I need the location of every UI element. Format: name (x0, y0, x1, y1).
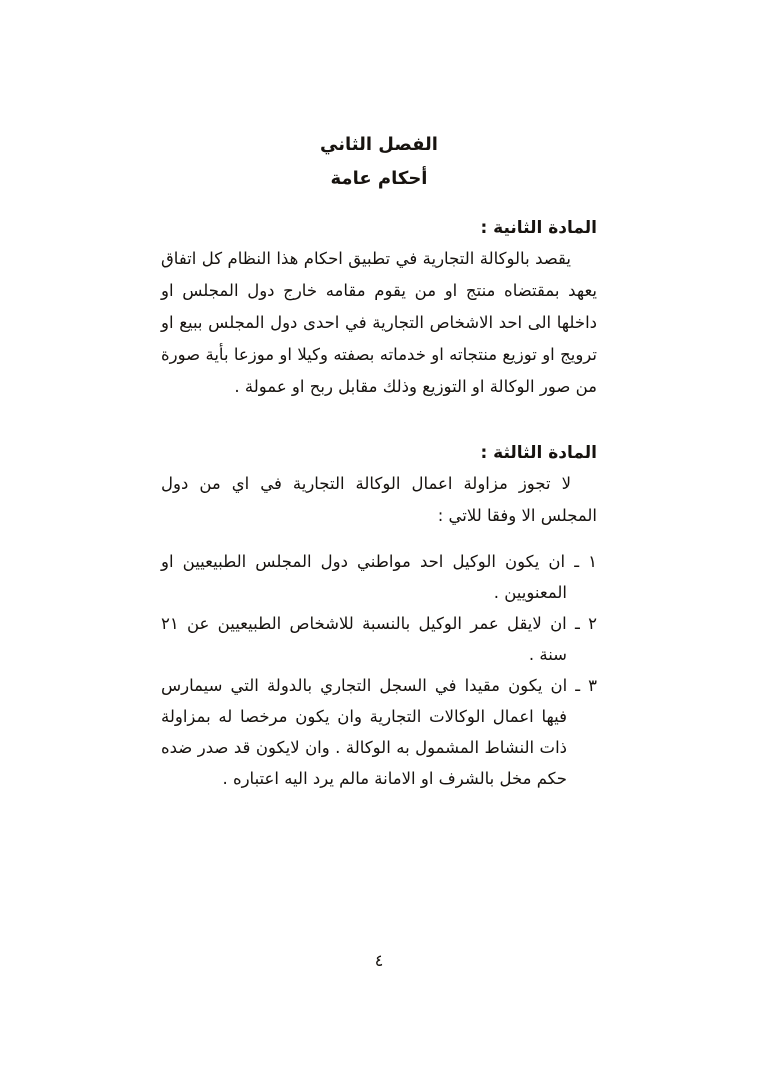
article-3-item-3: ٣ ـ ان يكون مقيدا في السجل التجاري بالدولة التي سيمارس فيها اعمال الوكالات التجارية وان يكون مرخصا له بمزاولة ذات النشاط المشمول به الوكالة . وان لايكون قد صدر ضده حكم مخل بالشرف او الامانة مالم يرد اليه اعتباره . (161, 676, 597, 788)
article-3-item-1: ١ ـ ان يكون الوكيل احد مواطني دول المجلس الطبيعيين او المعنويين . (161, 552, 597, 602)
article-3-item-2: ٢ ـ ان لايقل عمر الوكيل بالنسبة للاشخاص الطبيعيين عن ٢١ سنة . (161, 614, 597, 664)
page-number: ٤ (374, 951, 384, 970)
article-3-intro: لا تجوز مزاولة اعمال الوكالة التجارية في اي من دول المجلس الا وفقا للاتي : (161, 474, 597, 525)
article-2-heading: المادة الثانية : (480, 218, 597, 238)
chapter-title: الفصل الثاني (320, 134, 438, 155)
article-2-body: يقصد بالوكالة التجارية في تطبيق احكام هذا النظام كل اتفاق يعهد بمقتضاه منتج او من يقوم مقامه خارج دول المجلس او داخلها الى احد الاشخاص التجارية في احدى دول المجلس ببيع او ترويج او توزيع منتجاته او خدماته بصفته وكيلا او موزعا بأية صورة من صور الوكالة او التوزيع وذلك مقابل ربح او عمولة . (161, 249, 597, 396)
chapter-subtitle: أحكام عامة (330, 168, 428, 189)
article-3-heading: المادة الثالثة : (480, 443, 597, 463)
document-content (161, 134, 597, 794)
article-3-list (161, 546, 597, 794)
